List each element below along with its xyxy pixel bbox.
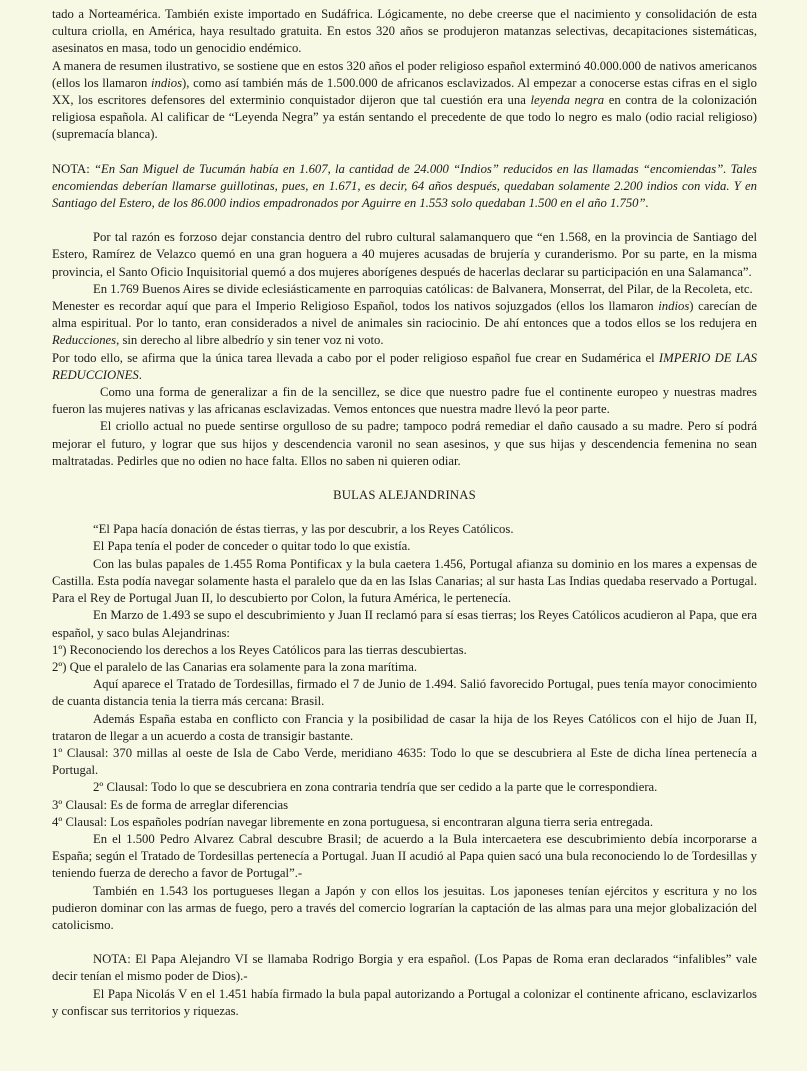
paragraph-france-conflict: Además España estaba en conflicto con Francia y la posibilidad de casar la hija de los Reyes Católicos con el hijo de Juan II, trataron de llegar a un acuerdo a costa de transigir bastante. — [52, 711, 757, 743]
paragraph-tordesillas: Aquí aparece el Tratado de Tordesillas, firmado el 7 de Junio de 1.494. Salió favorecido Portugal, pues tenía mayor conocimiento de cuanta distancia tenia la tierra más cercana: Brasil. — [52, 677, 757, 709]
paragraph-japan-jesuits: También en 1.543 los portugueses llegan a Japón y con ellos los jesuitas. Los japoneses tenían ejércitos y escritura y no los pudieron dominar con las armas de fuego, pero a través del comercio lograrían la captación de las almas para una mejor globalización del catolicismo. — [52, 883, 757, 932]
paragraph-march-1493: En Marzo de 1.493 se supo el descubrimiento y Juan II reclamó para sí esas tierras; los Reyes Católicos acudieron al Papa, que era español, y saco bulas Alejandrinas: — [52, 608, 757, 640]
note-tucuman: NOTA: “En San Miguel de Tucumán había en 1.607, la cantidad de 24.000 “Indios” reducidos en las llamadas “encomiendas”. Tales encomiendas deberían llamarse guillotinas, pues, en 1.671, es decir, 64 años después, quedaban solamente 2.200 indios con vida. Y en Santiago del Estero, de los 86.000 indios empadronados por Aguirre en 1.553 solo quedaban 1.500 en el año 1.750”. — [52, 161, 757, 211]
paragraph-papal-bulls: Con las bulas papales de 1.455 Roma Pontificax y la bula caetera 1.456, Portugal afianza su dominio en los mares a expensas de Castilla. Esta podía navegar solamente hasta el paralelo que da en las Islas Canarias; al sur hasta Las Indias quedaba reservado a Portugal. Para el Rey de Portugal Juan II, lo descubierto por Colon, la futura América, le pertenecía. — [52, 556, 757, 606]
paragraph-papal-donation: “El Papa hacía donación de éstas tierras, y las por descubrir, a los Reyes Católicos. — [93, 522, 514, 537]
paragraph-no-soul: Menester es recordar aquí que para el Imperio Religioso Español, todos los nativos sojuzgados (ellos los llamaron indios) carecían de alma espiritual. Por lo tanto, eran considerados a nivel de animales sin raciocinio. De ahí entonces que a todos ellos se los redujera en Reducciones, sin derecho al libre albedrío y sin tener voz ni voto. — [52, 299, 758, 348]
paragraph-cabral-brasil: En el 1.500 Pedro Alvarez Cabral descubre Brasil; de acuerdo a la Bula intercaetera ese descubrimiento debía incorporarse a España; según el Tratado de Tordesillas pertenecía a Portugal. Juan II acudió al Papa quien sacó una bula reconociendo lo de Tordesillas y teniendo fuerza de derecho a favor de Portugal”.- — [52, 831, 757, 881]
paragraph-nicolas-v: El Papa Nicolás V en el 1.451 había firmado la bula papal autorizando a Portugal a colonizar el continente africano, esclavizarlos y confiscar sus territorios y riquezas. — [52, 986, 757, 1018]
paragraph-papal-power: El Papa tenía el poder de conceder o quitar todo lo que existía. — [93, 539, 411, 554]
list-item-clause-3: 3º Clausal: Es de forma de arreglar diferencias — [52, 797, 289, 812]
paragraph-extermination-summary: A manera de resumen ilustrativo, se sostiene que en estos 320 años el poder religioso español exterminó 40.000.000 de nativos americanos (ellos los llamaron indios), como así también más de 1.500.000 de africanos esclavizados. Al empezar a conocerse estas cifras en el siglo XX, los escritores defensores del exterminio conquistador dijeron que tal cuestión era una leyenda negra en contra de la colonización religiosa española. Al calificar de “Leyenda Negra” ya están sentando el precedente de que todo lo negro es malo (odio racial religioso) (supremacía blanca). — [52, 58, 757, 142]
paragraph-parents: Como una forma de generalizar a fin de la sencillez, se dice que nuestro padre fue el continente europeo y nuestras madres fueron las mujeres nativas y las africanas esclavizadas. Vemos entonces que nuestra madre llevó la peor parte. — [52, 385, 757, 417]
list-item-bull-1: 1º) Reconociendo los derechos a los Reyes Católicos para las tierras descubiertas. — [52, 642, 467, 657]
paragraph-buenos-aires-parishes: En 1.769 Buenos Aires se divide eclesiásticamente en parroquias católicas: de Balvanera, Monserrat, del Pilar, de la Recoleta, etc. — [93, 281, 753, 296]
list-item-bull-2: 2º) Que el paralelo de las Canarias era solamente para la zona marítima. — [52, 659, 418, 674]
paragraph-salamanca: Por tal razón es forzoso dejar constancia dentro del rubro cultural salamanquero que “en 1.568, en la provincia de Santiago del Estero, Ramírez de Velazco quemó en una gran hoguera a 40 mujeres acusadas de brujería y curanderismo. Por su parte, en la misma provincia, el Santo Oficio Inquisitorial quemó a dos mujeres aborígenes después de hacerlas declarar su participación en una Salamanca”. — [52, 230, 757, 279]
paragraph-criollo-today: El criollo actual no puede sentirse orgulloso de su padre; tampoco podrá remediar el daño causado a su madre. Pero sí podrá mejorar el futuro, y lograr que sus hijos y descendencia varonil no sean asesinos, y que sus hijas y descendencia femenina no sean maltratadas. Pedirles que no odien no hace falta. Ellos no saben ni quieren odiar. — [52, 419, 757, 468]
paragraph-criolla-culture: tado a Norteamérica. También existe importado en Sudáfrica. Lógicamente, no debe creerse que el nacimiento y consolidación de esta cultura criolla, en América, haya resultado gratuita. En estos 320 años se produjeron matanzas selectivas, decapitaciones sistemáticas, asesinatos en masa, todo un genocidio endémico. — [52, 7, 757, 56]
list-item-clause-1: 1º Clausal: 370 millas al oeste de Isla de Cabo Verde, meridiano 4635: Todo lo que se descubriera al Este de dicha línea pertenecía a Portugal. — [52, 745, 757, 778]
section-heading: BULAS ALEJANDRINAS — [333, 488, 476, 503]
list-item-clause-2: 2º Clausal: Todo lo que se descubriera en zona contraria tendría que ser cedido a la parte que le correspondiera. — [93, 780, 658, 795]
note-alejandro-vi: NOTA: El Papa Alejandro VI se llamaba Rodrigo Borgia y era español. (Los Papas de Roma eran declarados “infalibles” vale decir tenían el mismo poder de Dios).- — [52, 952, 757, 984]
list-item-clause-4: 4º Clausal: Los españoles podrían navegar libremente en zona portuguesa, si encontraran alguna tierra seria entregada. — [52, 814, 654, 829]
paragraph-imperio-reducciones: Por todo ello, se afirma que la única tarea llevada a cabo por el poder religioso español fue crear en Sudamérica el IMPERIO DE LAS REDUCCIONES. — [52, 350, 757, 382]
